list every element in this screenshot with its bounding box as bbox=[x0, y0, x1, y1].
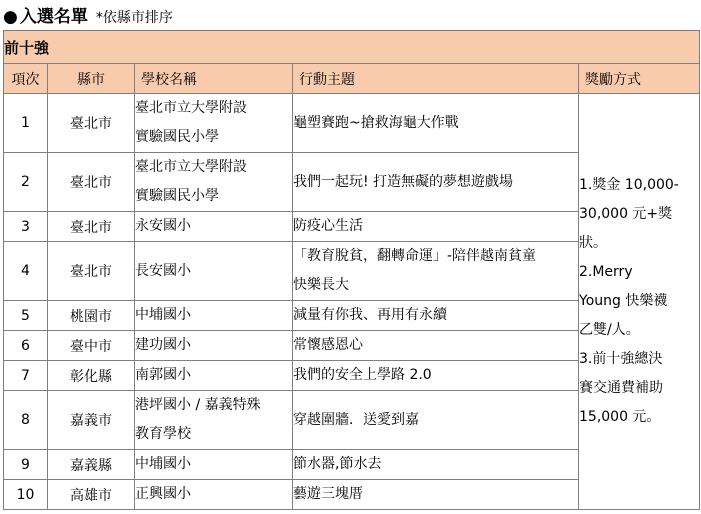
row-index: 9 bbox=[4, 450, 48, 480]
row-school bbox=[135, 301, 293, 331]
school-line: 中埔國小 bbox=[135, 456, 191, 472]
row-city: 臺北市 bbox=[48, 94, 135, 153]
row-index: 3 bbox=[4, 212, 48, 242]
reward-line: 賽交通費補助 bbox=[579, 380, 663, 396]
row-school bbox=[135, 212, 293, 242]
theme-line: 龜塑賽跑~搶救海龜大作戰 bbox=[293, 114, 459, 131]
theme-line: 常懷感恩心 bbox=[293, 337, 363, 353]
list-title: 入選名單 bbox=[19, 7, 88, 27]
section-title: 前十強 bbox=[4, 31, 700, 64]
reward-description bbox=[579, 94, 700, 510]
reward-line: 2.Merry bbox=[579, 264, 633, 280]
row-theme bbox=[293, 301, 579, 331]
row-city: 嘉義縣 bbox=[48, 450, 135, 480]
school-line: 長安國小 bbox=[135, 262, 191, 279]
column-header-city: 縣市 bbox=[48, 64, 135, 94]
theme-line: 「教育脫貧，翻轉命運」-陪伴越南貧童 bbox=[293, 248, 537, 264]
table-row bbox=[4, 94, 700, 153]
row-city: 臺北市 bbox=[48, 153, 135, 212]
column-header-index: 項次 bbox=[4, 64, 48, 94]
row-theme bbox=[293, 94, 579, 153]
bullet-icon: ● bbox=[3, 7, 18, 27]
theme-line: 減量有你我、再用有永續 bbox=[293, 307, 447, 323]
row-school bbox=[135, 331, 293, 361]
school-line: 臺北市立大學附設 bbox=[135, 159, 247, 175]
row-theme bbox=[293, 242, 579, 301]
row-school bbox=[135, 480, 293, 510]
theme-line: 藝遊三塊厝 bbox=[293, 486, 363, 502]
row-theme bbox=[293, 391, 579, 450]
row-index: 8 bbox=[4, 391, 48, 450]
theme-line: 節水器,節水去 bbox=[293, 456, 382, 472]
row-city: 臺北市 bbox=[48, 212, 135, 242]
row-city: 彰化縣 bbox=[48, 361, 135, 391]
theme-line: 防疫心生活 bbox=[293, 218, 363, 234]
row-theme bbox=[293, 153, 579, 212]
reward-line: 30,000 元+獎 bbox=[579, 206, 673, 222]
school-line: 南郭國小 bbox=[135, 367, 191, 383]
school-line: 港坪國小 / 嘉義特殊 bbox=[135, 397, 261, 413]
theme-line: 我們的安全上學路 2.0 bbox=[293, 367, 432, 383]
reward-line: Young 快樂襪 bbox=[579, 293, 668, 309]
finalists-table bbox=[3, 30, 700, 510]
school-line: 實驗國民小學 bbox=[135, 129, 219, 145]
row-city: 嘉義市 bbox=[48, 391, 135, 450]
reward-line: 1.獎金 10,000- bbox=[579, 177, 679, 193]
theme-line: 穿越圍牆．送愛到嘉 bbox=[293, 411, 419, 428]
school-line: 正興國小 bbox=[135, 486, 191, 502]
row-city: 臺北市 bbox=[48, 242, 135, 301]
school-line: 臺北市立大學附設 bbox=[135, 100, 247, 116]
school-line: 教育學校 bbox=[135, 426, 191, 442]
row-school bbox=[135, 391, 293, 450]
school-line: 中埔國小 bbox=[135, 307, 191, 323]
row-index: 2 bbox=[4, 153, 48, 212]
row-theme bbox=[293, 450, 579, 480]
reward-line: 狀。 bbox=[579, 235, 607, 251]
row-index: 6 bbox=[4, 331, 48, 361]
school-line: 建功國小 bbox=[135, 337, 191, 353]
row-theme bbox=[293, 331, 579, 361]
row-index: 10 bbox=[4, 480, 48, 510]
section-row bbox=[4, 31, 700, 64]
reward-line: 乙雙/人。 bbox=[579, 322, 640, 338]
row-school bbox=[135, 361, 293, 391]
school-line: 實驗國民小學 bbox=[135, 188, 219, 204]
row-index: 1 bbox=[4, 94, 48, 153]
theme-line: 我們一起玩! 打造無礙的夢想遊戲場 bbox=[293, 173, 514, 190]
row-index: 7 bbox=[4, 361, 48, 391]
column-header-school: 學校名稱 bbox=[135, 64, 293, 94]
row-city: 高雄市 bbox=[48, 480, 135, 510]
row-index: 4 bbox=[4, 242, 48, 301]
reward-line: 15,000 元。 bbox=[579, 409, 661, 425]
row-city: 桃園市 bbox=[48, 301, 135, 331]
row-theme bbox=[293, 480, 579, 510]
row-school bbox=[135, 450, 293, 480]
column-header-theme: 行動主題 bbox=[293, 64, 579, 94]
row-index: 5 bbox=[4, 301, 48, 331]
row-theme bbox=[293, 361, 579, 391]
row-school bbox=[135, 94, 293, 153]
column-header-reward: 獎勵方式 bbox=[579, 64, 700, 94]
row-theme bbox=[293, 212, 579, 242]
row-school bbox=[135, 242, 293, 301]
reward-line: 3.前十強總決 bbox=[579, 351, 663, 367]
theme-line: 快樂長大 bbox=[293, 277, 349, 293]
row-school bbox=[135, 153, 293, 212]
sort-note: *依縣市排序 bbox=[95, 10, 173, 26]
row-city: 臺中市 bbox=[48, 331, 135, 361]
school-line: 永安國小 bbox=[135, 218, 191, 234]
header-row bbox=[4, 64, 700, 94]
list-heading bbox=[3, 2, 173, 28]
